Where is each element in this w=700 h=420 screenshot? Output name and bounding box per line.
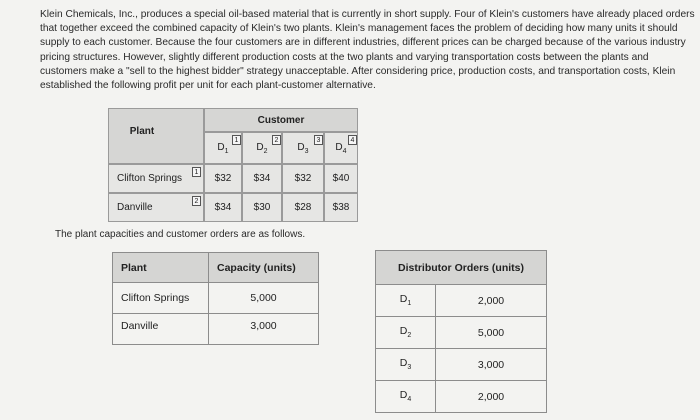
distributor-orders-header: Distributor Orders (units) — [376, 251, 547, 285]
profit-cell: $40 — [324, 164, 358, 193]
customer-index-badge: 3 — [314, 135, 323, 145]
profit-cell: $32 — [204, 164, 242, 193]
problem-description: Klein Chemicals, Inc., produces a special oil-based material that is currently in short supply. Four of Klein's customers have already placed orders that together exceed the combined capacity of Klein's two plants. Klein's management faces the problem of deciding how many units it should supply to each customer. Because the four customers are in different industries, different prices can be charged because of the various industry pricing structures. However, slightly different production costs at the two plants and varying transportation costs between the plants and customers make a "sell to the highest bidder" strategy unacceptable. After considering price, production costs, and transportation costs, Klein established the following profit per unit for each plant-customer alternative. — [40, 9, 695, 92]
table-row — [376, 349, 547, 381]
customer-header-cell — [204, 108, 358, 132]
distributor-label: $D_4$ — [376, 381, 436, 413]
customer-col-d4 — [324, 132, 358, 164]
distributor-label: $D_1$ — [376, 285, 436, 317]
capacity-table — [112, 252, 319, 345]
profit-cell: $30 — [242, 193, 282, 222]
capacity-value: 5,000 — [209, 283, 319, 314]
table-row — [376, 381, 547, 413]
table-row — [113, 314, 319, 345]
customer-index-badge: 2 — [272, 135, 281, 145]
distributor-label: $D_3$ — [376, 349, 436, 381]
order-value: 3,000 — [436, 349, 547, 381]
profit-cell: $38 — [324, 193, 358, 222]
distributor-label: $D_2$ — [376, 317, 436, 349]
plant-column-header: Plant — [113, 253, 209, 283]
customer-label: $D_2$ — [256, 141, 268, 155]
plant-header: Plant — [129, 125, 155, 137]
customer-col-d1 — [204, 132, 242, 164]
plant-row-label: Danville 2 — [108, 193, 204, 222]
order-value: 5,000 — [436, 317, 547, 349]
order-value: 2,000 — [436, 285, 547, 317]
profit-cell: $34 — [242, 164, 282, 193]
plant-name: Clifton Springs — [113, 283, 209, 314]
customer-index-badge: 1 — [232, 135, 241, 145]
plant-index-badge: 1 — [192, 167, 201, 177]
plant-index-badge: 2 — [192, 196, 201, 206]
plant-header-cell — [108, 108, 204, 164]
capacity-caption: The plant capacities and customer orders are as follows. — [55, 229, 306, 240]
distributor-orders-table — [375, 250, 547, 413]
customer-col-d2 — [242, 132, 282, 164]
profit-cell: $32 — [282, 164, 324, 193]
customer-label: $D_4$ — [335, 141, 347, 155]
capacity-column-header: Capacity (units) — [209, 253, 319, 283]
profit-cell: $28 — [282, 193, 324, 222]
plant-row-label: Clifton Springs 1 — [108, 164, 204, 193]
order-value: 2,000 — [436, 381, 547, 413]
customer-col-d3 — [282, 132, 324, 164]
customer-label: $D_1$ — [217, 141, 229, 155]
table-row — [376, 317, 547, 349]
table-row — [376, 285, 547, 317]
profit-cell: $34 — [204, 193, 242, 222]
profit-table — [108, 108, 358, 222]
plant-name: Danville — [113, 314, 209, 345]
customer-label: $D_3$ — [297, 141, 309, 155]
customer-index-badge: 4 — [348, 135, 357, 145]
table-row — [113, 283, 319, 314]
customer-header: Customer — [257, 114, 305, 126]
capacity-value: 3,000 — [209, 314, 319, 345]
